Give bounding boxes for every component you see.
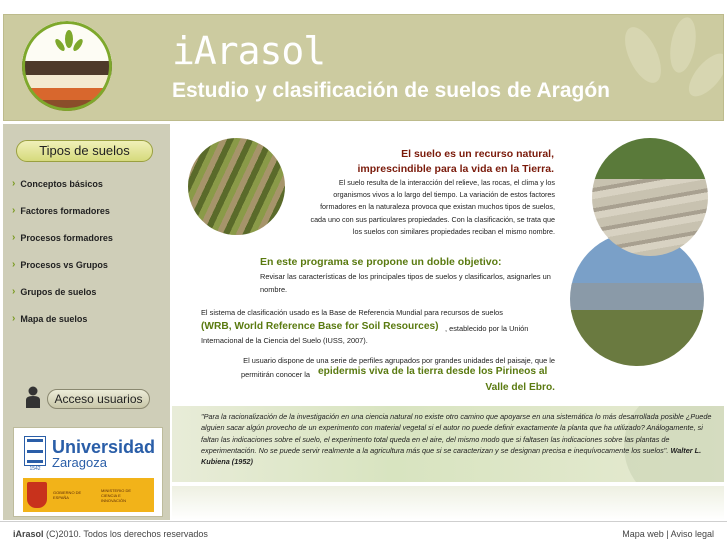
sidebar-item-label: Procesos vs Grupos	[20, 259, 108, 270]
chevron-right-icon: ›	[12, 232, 16, 243]
sidebar-item-conceptos-basicos[interactable]	[12, 178, 103, 189]
sidebar-item-label: Grupos de suelos	[20, 286, 97, 297]
sidebar-item-label: Factores formadores	[20, 205, 110, 216]
quote-author: Walter L. Kubiena (1952)	[201, 445, 702, 467]
sidebar-item-label: Procesos formadores	[20, 232, 113, 243]
gov-line1: GOBIERNO DE ESPAÑA	[53, 490, 82, 500]
chevron-right-icon: ›	[12, 259, 16, 270]
main-bottom-fade	[172, 486, 724, 520]
sidebar-item-procesos-formadores[interactable]	[12, 232, 113, 243]
user-highlight-line2: Valle del Ebro.	[485, 382, 555, 393]
sidebar-item-factores-formadores[interactable]	[12, 205, 110, 216]
iarasol-logo[interactable]	[22, 21, 112, 111]
gov-line2: MINISTERIO DE CIENCIA E INNOVACIÓN	[101, 487, 132, 503]
ministerio-ciencia-logo[interactable]	[23, 478, 154, 512]
app-subtitle: Estudio y clasificación de suelos de Aragón	[172, 79, 611, 102]
user-highlight-line1: epidermis viva de la tierra desde los Pirineos al	[318, 366, 548, 377]
header-banner	[3, 14, 724, 121]
sidebar-item-grupos-de-suelos[interactable]	[12, 286, 96, 297]
uz-name-line1: Universidad	[52, 437, 156, 457]
footer-brand: iArasol	[13, 529, 44, 539]
university-emblem-icon	[24, 436, 46, 466]
sponsor-logos	[13, 427, 163, 517]
universidad-zaragoza-logo[interactable]	[24, 436, 155, 472]
access-users-button[interactable]: Acceso usuarios	[47, 389, 150, 409]
sidebar-item-label: Mapa de suelos	[20, 313, 88, 324]
intro-heading-line1: El suelo es un recurso natural,	[401, 148, 554, 160]
vineyard-photo	[188, 138, 285, 235]
sidebar-item-mapa-de-suelos[interactable]	[12, 313, 87, 324]
wrb-highlight: (WRB, World Reference Base for Soil Resources)	[201, 321, 439, 332]
uz-year: 1542	[29, 466, 41, 472]
uz-name-line2: Zaragoza	[52, 455, 107, 470]
user-text-line1: El usuario dispone de una serie de perfiles agrupados por grandes unidades del paisaje, que le	[243, 356, 555, 365]
wrb-text-line1: El sistema de clasificación usado es la Base de Referencia Mundial para recursos de suelos	[201, 308, 503, 317]
wrb-text-tail: , establecido por la Unión	[445, 324, 529, 333]
spain-coat-of-arms-icon	[27, 482, 47, 508]
sidebar	[3, 124, 170, 520]
footer-copyright-text: (C)2010. Todos los derechos reservados	[43, 529, 208, 539]
sidebar-item-procesos-vs-grupos[interactable]	[12, 259, 108, 270]
user-text-line2: permitirán conocer la	[241, 370, 311, 379]
soil-profile-photo	[592, 138, 708, 256]
wrb-text-line3: Internacional de la Ciencia del Suelo (IUSS, 2007).	[201, 336, 368, 345]
intro-heading-line2: imprescindible para la vida en la Tierra.	[357, 163, 554, 175]
menu-title-tipos-de-suelos[interactable]: Tipos de suelos	[16, 140, 153, 162]
objective-heading: En este programa se propone un doble objetivo:	[260, 256, 502, 268]
chevron-right-icon: ›	[12, 178, 16, 189]
chevron-right-icon: ›	[12, 286, 16, 297]
leaf-decoration-icon	[613, 15, 723, 120]
footer-links[interactable]: Mapa web | Aviso legal	[622, 529, 714, 539]
intro-paragraph: El suelo resulta de la interacción del relieve, las rocas, el clima y los organismos vivos a lo largo del tiempo. La variación de estos factores formadores en la naturaleza provoca que existan muchos tipos de suelos, cada uno con sus particulares propiedades. Con la clasificación, se trata que los suelos con similares propiedades reciban el mismo nombre.	[310, 178, 555, 236]
footer-copyright	[13, 529, 208, 539]
app-title: iArasol	[172, 29, 326, 73]
chevron-right-icon: ›	[12, 313, 16, 324]
kubiena-quote	[201, 411, 713, 467]
user-icon	[25, 386, 41, 408]
sidebar-item-label: Conceptos básicos	[20, 178, 103, 189]
objective-paragraph: Revisar las características de los principales tipos de suelos y clasificarlos, asignarles un nombre.	[260, 272, 551, 294]
chevron-right-icon: ›	[12, 205, 16, 216]
main-content	[172, 124, 724, 520]
quote-text: "Para la racionalización de la investigación en una ciencia natural no existe otro camino que apoyarse en una sistemática lo más desarrollada posible ¿Puede alguien sacar algún provecho de un experimento con material vegetal si el autor no puede definir exactamente la planta que ha utilizado? Análogamente, si faltan las indicaciones sobre el suelo, el experimento total queda en el aire, del mismo modo que si faltasen las indicaciones sobre las plantas de experimentación. No se puede servir realmente a la agricultura más que si se caracterizan y se designan precisa e inequívocamente los suelos".	[201, 412, 712, 455]
footer	[0, 521, 727, 545]
